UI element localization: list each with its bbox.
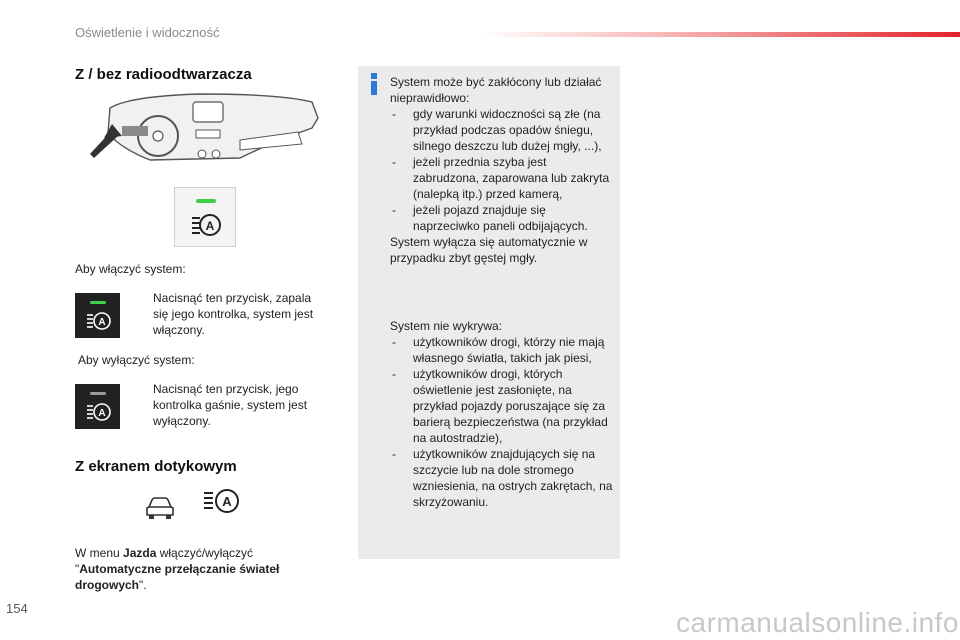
disable-label: Aby wyłączyć system: <box>78 353 195 367</box>
svg-text:A: A <box>98 317 106 328</box>
list-item: - jeżeli pojazd znajduje się naprzeciwko paneli odbijających. <box>390 202 615 234</box>
page-header-title: Oświetlenie i widoczność <box>75 25 220 40</box>
page-number: 154 <box>6 601 28 616</box>
list-item: - jeżeli przednia szyba jest zabrudzona, zaparowana lub zakryta (nalepką itp.) przed kamerą, <box>390 154 615 202</box>
enable-step <box>131 290 316 338</box>
info-auto-off: System wyłącza się automatycznie w przypadku zbyt gęstej mgły. <box>390 235 588 265</box>
info-list <box>390 106 615 234</box>
menu-name: Jazda <box>123 546 157 560</box>
car-icon <box>143 495 177 521</box>
not-detect-intro: System nie wykrywa: <box>390 319 503 333</box>
indicator-led-on <box>90 301 106 304</box>
not-detect-list <box>390 334 615 510</box>
enable-label: Aby włączyć system: <box>75 262 186 276</box>
list-item: - użytkowników drogi, którzy nie mają własnego światła, takich jak piesi, <box>390 334 615 366</box>
auto-high-beam-button-closeup <box>174 187 236 247</box>
watermark: carmanualsonline.info <box>676 607 959 638</box>
list-item: - użytkowników drogi, których oświetlenie jest zasłonięte, na przykład pojazdy poruszające się za barierą bezpieczeństwa (na przykład na autostradzie), <box>390 366 615 446</box>
touchscreen-instruction: W menu Jazda włączyć/wyłączyć "Automatyczne przełączanie świateł drogowych". <box>75 546 280 592</box>
indicator-led-off <box>90 392 106 395</box>
list-item: - gdy warunki widoczności są złe (na przykład podczas opadów śniegu, silnego deszczu lub dużej mgły, ...), <box>390 106 615 154</box>
disable-step-text: Nacisnąć ten przycisk, jego kontrolka gaśnie, system jest wyłączony. <box>153 382 308 428</box>
dashboard-illustration <box>90 88 320 178</box>
auto-high-beam-button-on <box>75 293 120 338</box>
svg-text:A: A <box>205 219 215 233</box>
auto-high-beam-icon <box>190 212 222 238</box>
enable-step-text: Nacisnąć ten przycisk, zapala się jego kontrolka, system jest włączony. <box>153 291 314 337</box>
menu-option: Automatyczne przełączanie świateł drogowych <box>75 562 280 592</box>
info-limitations <box>390 74 615 266</box>
list-item: - użytkowników znajdujących się na szczycie lub na dole stromego wzniesienia, na ostrych zakrętach, na skrzyżowaniu. <box>390 446 615 510</box>
indicator-led-on <box>196 199 216 203</box>
section-title-touchscreen: Z ekranem dotykowym <box>75 458 237 475</box>
svg-text:A: A <box>222 494 232 509</box>
auto-high-beam-icon <box>86 402 112 422</box>
auto-high-beam-icon <box>86 311 112 331</box>
info-intro: System może być zakłócony lub działać nieprawidłowo: <box>390 75 602 105</box>
info-icon <box>370 73 378 95</box>
auto-high-beam-button-off <box>75 384 120 429</box>
svg-text:A: A <box>98 408 106 419</box>
header-accent-bar <box>480 32 960 37</box>
section-title-radio: Z / bez radioodtwarzacza <box>75 66 252 83</box>
info-not-detect <box>390 318 615 510</box>
disable-step <box>131 381 316 429</box>
auto-high-beam-icon <box>203 486 241 516</box>
